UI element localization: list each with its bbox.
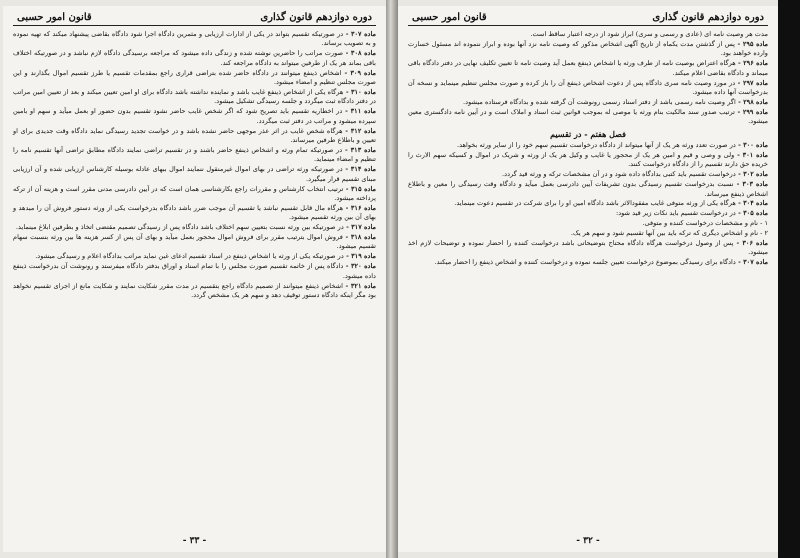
book-gutter	[386, 0, 398, 558]
article-number: ماده ۳۱۱ -	[342, 107, 377, 116]
article-paragraph	[13, 146, 376, 165]
article-paragraph	[408, 59, 768, 78]
article-text: پس از وصول درخواست هرگاه دادگاه محتاج بتوضیحاتی باشد درخواست کننده را احضار نموده و توضیحات لازم اخذ میشود.	[408, 239, 768, 257]
article-paragraph	[13, 49, 376, 68]
right-page-body	[408, 30, 768, 268]
article-number: ماده ۳۱۵ -	[343, 184, 377, 193]
article-text: هرگاه یکی از ورثه متوفی غایب مفقودالاثر باشد دادگاه امین او را برای شرکت در تقسیم دعوت مینماید.	[454, 199, 736, 208]
article-number: ماده ۲۹۸ -	[735, 97, 768, 106]
article-text: دادگاه برای رسیدگی بموضوع درخواست تعیین جلسه نموده و درخواست کننده و اشخاص ذینفع را احضار میکند.	[434, 258, 736, 267]
right-page-header	[408, 12, 768, 26]
article-paragraph	[408, 98, 768, 107]
right-header-left-title: قانون امور حسبی	[412, 12, 487, 23]
article-text: اگر وصیت نامه رسمی باشد از دفتر اسناد رسمی رونوشت آن گرفته شده و بدادگاه فرستاده میشود.	[463, 97, 736, 106]
article-number: ماده ۳۲۱ -	[342, 281, 377, 290]
article-text: در اخطاریه تقسیم باید تصریح شود که اگر شخص غایب حاضر نشود تقسیم بدون حضور او بعمل میآید و سهم او بامین سپرده میشود و مراتب در دفتر ثبت میگردد.	[13, 107, 376, 125]
article-number: ماده ۳۱۹ -	[343, 252, 376, 261]
article-paragraph	[13, 185, 376, 204]
article-number: ماده ۳۱۷ -	[343, 223, 376, 232]
article-text: در درخواست تقسیم باید نکات زیر قید شود:	[615, 209, 736, 218]
article-paragraph	[13, 282, 376, 301]
article-number: ماده ۳۰۴ -	[735, 199, 768, 208]
article-paragraph	[408, 151, 768, 170]
article-text: دادگاه پس از خاتمه تقسیم صورت مجلس را با تمام اسناد و اوراق بدفتر دادگاه میفرستد و رونوشت آن بدرخواست ذینفع داده میشود.	[13, 262, 376, 280]
article-number: ماده ۳۰۰ -	[735, 140, 768, 149]
article-text: ترتیب انتخاب کارشناس و مقررات راجع بکارشناسی همان است که در آیین دادرسی مدنی مقرر است و هزینه آن از ترکه پرداخته میشود.	[13, 184, 376, 202]
right-header-right-title: دوره دوازدهم قانون گذاری	[652, 12, 764, 23]
article-text: صورت مراتب را حاضرین نوشته شده و زندگی داده میشود که مراجعه برسیدگی دادگاه لازم نباشد و در صورتیکه اختلاف باقی بماند هر یک از طرفین میتواند به دادگاه مراجعه کند.	[13, 49, 376, 67]
article-paragraph	[408, 239, 768, 258]
article-text: در صورتیکه بین ورثه نسبت بتعیین سهم اختلاف باشد دادگاه پس از رسیدگی تصمیم مقتضی اتخاذ و بطرفین ابلاغ مینماید.	[15, 223, 344, 232]
article-paragraph	[408, 40, 768, 59]
article-text: ترتیب صدور سند مالکیت بنام ورثه یا موصی له بموجب قوانین ثبت اسناد و املاک است و در آیین نامه دادگستری معین میشود.	[408, 107, 768, 126]
article-paragraph	[408, 229, 768, 238]
article-text: در صورتیکه ورثه تراضی در بهای اموال غیرمنقول ننمایند اموال ببهای عادله بوسیله کارشناس ارزیابی شده و آن ارزیابی مبنای تقسیم قرار میگیرد.	[13, 165, 376, 183]
article-number: ماده ۳۱۳ -	[342, 145, 377, 154]
article-number: ماده ۳۰۳ -	[733, 180, 768, 189]
right-page	[398, 6, 778, 552]
article-paragraph	[408, 30, 768, 39]
article-paragraph	[408, 209, 768, 218]
article-paragraph	[408, 180, 768, 199]
article-paragraph	[13, 262, 376, 281]
article-number: ماده ۳۱۲ -	[342, 126, 377, 135]
article-paragraph	[408, 219, 768, 228]
article-text: اشخاص ذینفع میتوانند در دادگاه حاضر شده بتراضی قراری راجع بمقدمات تقسیم یا طرز تقسیم اموال بگذارند و این صورت مجلس تنظیم و امضاء میشود.	[13, 68, 376, 87]
article-paragraph	[13, 30, 376, 49]
article-paragraph	[408, 170, 768, 179]
left-page	[3, 6, 386, 552]
article-paragraph	[408, 258, 768, 267]
article-text: اشخاص ذینفع میتوانند از تصمیم دادگاه راجع بتقسیم در مدت مقرر شکایت نمایند و شکایت مانع از اجرای تقسیم نخواهد بود مگر اینکه دادگاه دستور توقیف دهد و سهم هر یک مشخص گردد.	[13, 281, 376, 299]
article-paragraph	[408, 108, 768, 127]
scan-edge	[778, 0, 800, 558]
article-text: ۲ - نام و اشخاص دیگری که ترکه باید بین آنها تقسیم شود و سهم هر یک.	[570, 229, 768, 238]
article-text: هرگاه یکی از اشخاص ذینفع غایب باشد و نماینده نداشته باشد دادگاه برای او امین تعیین میکند و بعد از تعیین امین مراتب در دفتر دادگاه ثبت میگردد و جلسه رسیدگی تشکیل میشود.	[13, 87, 376, 106]
article-text: مدت هر وصیت نامه ای (عادی و رسمی و سری) ابراز شود از درجه اعتبار ساقط است.	[530, 30, 768, 38]
article-number: ماده ۳۰۸ -	[343, 49, 376, 58]
left-header-left-title: قانون امور حسبی	[17, 12, 92, 23]
article-paragraph	[13, 165, 376, 184]
left-header-right-title: دوره دوازدهم قانون گذاری	[260, 12, 372, 23]
article-paragraph	[13, 107, 376, 126]
article-number: ماده ۲۹۵ -	[734, 39, 768, 48]
article-text: هرگاه اعتراض بوصیت نامه از طرف ورثه یا اشخاص ذینفع بعمل آید وصیت نامه تا تعیین تکلیف نهایی در دفتر دادگاه باقی میماند و دادگاه بقاضی اعلام میکند.	[408, 59, 768, 77]
article-paragraph	[13, 223, 376, 232]
article-text: ۱ - نام و مشخصات درخواست کننده و متوفی.	[642, 219, 768, 228]
article-text: هرگاه مال قابل تقسیم نباشد یا تقسیم آن موجب ضرر باشد دادگاه بدرخواست یکی از ورثه دستور فروش آن را میدهد و بهای آن بین ورثه تقسیم میشود.	[13, 203, 376, 222]
article-number: ماده ۳۱۰ -	[343, 87, 377, 96]
article-number: ماده ۲۹۶ -	[735, 59, 768, 68]
right-page-number: - ۳۲ -	[576, 536, 600, 546]
article-number: ماده ۲۹۹ -	[734, 107, 768, 116]
section-title: فصل هفتم - در تقسیم	[550, 128, 626, 139]
left-page-number: - ۳۳ -	[182, 536, 207, 546]
article-paragraph	[408, 141, 768, 150]
article-text: نسبت بدرخواست تقسیم رسیدگی بدون تشریفات آیین دادرسی بعمل میآید و دادگاه وقت رسیدگی را معین و باطلاع اشخاص ذینفع میرساند.	[408, 180, 768, 198]
article-text: در مورد وصیت نامه سری دادگاه پس از دعوت اشخاص ذینفع آن را باز کرده و صورت مجلس تنظیم مینماید و نسخه آن بدرخواست آنها داده میشود.	[408, 78, 768, 96]
article-number: ماده ۳۱۴ -	[342, 165, 377, 174]
article-paragraph	[13, 88, 376, 107]
article-number: ماده ۳۰۶ -	[733, 239, 768, 248]
article-paragraph	[13, 233, 376, 252]
article-text: پس از گذشتن مدت یکماه از تاریخ آگهی اشخاص مذکور که وصیت نامه نزد آنها بوده و ابراز ننموده اند مسئول خسارت وارده خواهند بود.	[408, 39, 768, 58]
article-number: ماده ۳۱۸ -	[342, 233, 376, 242]
article-text: ولی و وصی و قیم و امین هر یک از محجور یا غایب و وکیل هر یک از ورثه و شریک در اموال و کسیکه سهم الارث را خریده حق دارند تقسیم را از دادگاه درخواست کنند.	[408, 150, 768, 169]
article-text: در صورتیکه تقسیم بتواند در یکی از ادارات ارزیابی و مثمرین دادگاه اجرا شود دادگاه بقاضی پیشنهاد میکند که تهیه نموده و به تصویب برساند.	[13, 30, 376, 48]
article-paragraph	[408, 79, 768, 98]
article-number: ماده ۳۲۰ -	[343, 262, 377, 271]
article-text: در صورت تعدد ورثه هر یک از آنها میتواند از دادگاه درخواست تقسیم سهم خود را از سایر ورثه بخواهد.	[456, 140, 736, 149]
article-text: فروش اموال بترتیب مقرر برای فروش اموال محجور بعمل میآید و بهای آن پس از کسر هزینه ها بین ورثه بنسبت سهام تقسیم میشود.	[13, 233, 376, 251]
article-paragraph	[13, 127, 376, 146]
article-number: ماده ۳۰۹ -	[341, 68, 376, 77]
article-number: ماده ۳۰۵ -	[735, 209, 768, 218]
article-number: ماده ۳۰۷ -	[735, 258, 768, 267]
article-number: ماده ۳۰۷ -	[343, 30, 377, 38]
article-paragraph	[13, 252, 376, 261]
article-text: درخواست تقسیم باید کتبی بدادگاه داده شود و در آن مشخصات ترکه و ورثه قید گردد.	[502, 170, 736, 179]
left-page-header	[13, 12, 376, 26]
article-text: در صورتیکه تمام ورثه و اشخاص ذینفع حاضر باشند و در تقسیم تراضی نمایند دادگاه مطابق تراضی آنها تقسیم نامه را تنظیم و امضاء مینماید.	[13, 145, 376, 164]
article-text: در صورتیکه یکی از ورثه یا اشخاص ذینفع در اسناد تقسیم ادعای غبن نماید مراتب بدادگاه اعلام و رسیدگی میشود.	[35, 252, 344, 261]
article-number: ماده ۳۱۶ -	[343, 203, 376, 212]
article-paragraph	[408, 199, 768, 208]
article-text: هرگاه شخص غایب در اثر عذر موجهی حاضر نشده باشد و در خواست تجدید رسیدگی نماید دادگاه وقت جدیدی برای او تعیین و باطلاع طرفین میرساند.	[13, 126, 376, 144]
article-paragraph	[13, 204, 376, 223]
article-number: ماده ۳۰۲ -	[735, 170, 768, 179]
article-number: ماده ۳۰۱ -	[734, 150, 768, 159]
article-number: ماده ۲۹۷ -	[735, 78, 769, 87]
left-page-body	[13, 30, 376, 300]
article-paragraph	[13, 69, 376, 88]
